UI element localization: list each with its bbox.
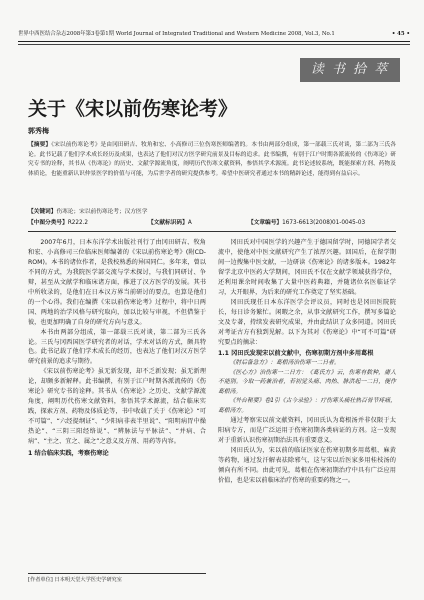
classification-line bbox=[28, 219, 396, 229]
doc-code-block bbox=[148, 219, 248, 229]
column-banner: 读 书 拾 萃 bbox=[300, 58, 400, 82]
body-paragraph: 冈田氏现任日本东洋医学会评议员，同时也是冈田医院院长，每日诊务繁忙。闲暇之余，从事文献研究工作，撰写多篇论文及专著，持续发表研究成果，并由此结识了众多同道。冈田氏对考证古方有独到见解。以下为其对《伤寒论》中“可不可篇”研究要点的摘录： bbox=[218, 298, 396, 346]
citation-quote: 《医心方》治伤寒一二日方：《葛氏方》云，伤寒有数种，庸人不能别。今取一药兼治者，若初觉头痛、肉热、脉洪起一二日，便作葛根汤。 bbox=[218, 369, 396, 395]
page-number: • 45 • bbox=[391, 31, 410, 37]
body-paragraph: 通过考察宋以前文献资料，冈田氏认为葛根汤并非仅限于太阳病专方，而是广泛运用于伤寒初期各类病证的方剂。这一发现对于重新认识伤寒初期治法具有重要意义。 bbox=[218, 417, 396, 445]
author-affiliation: [作者单位] 日本明天堂大学医史学研究室 bbox=[28, 573, 206, 583]
keywords-text: 伤寒论；宋以前伤寒论考；汉方医学 bbox=[56, 209, 148, 215]
clc-value: R222.2 bbox=[67, 220, 89, 226]
body-paragraph: 冈田氏认为，宋以前的临证医家在伤寒初期多用葛根、麻黄等药物，通过发汗解表祛除邪气，这与宋以后医家多用桂枝汤的倾向有所不同。由此可见，葛根在伤寒初期治疗中具有广泛应用价值，也是宋以前临床治疗伤寒的重要药物之一。 bbox=[218, 447, 396, 485]
body-paragraph: 冈田氏对中国医学的兴趣产生于德国留学时，同德国学者交流中，使他对中医文献研究产生了浓厚兴趣。回国后，在留学期间一边搜集中医文献，一边研读《伤寒论》的诸多版本。1982年留学北京中医药大学期间，冈田氏不仅在文献学领域获得学位，还利用课余时间收集了大量中医药典籍，并随诸位名医临证学习，大开眼界，为后来的研究工作奠定了坚实基础。 bbox=[218, 239, 396, 296]
citation-quote: 《外台秘要》卷1引《古今录验》：疗伤寒头痛壮热百骨节疼痛，葛根汤方。 bbox=[218, 398, 396, 414]
citation-quote: 《肘后备急方》：葛根汤治伤寒一二日者。 bbox=[229, 360, 340, 367]
running-header bbox=[18, 30, 410, 39]
clc-label: 【中图分类号】 bbox=[28, 220, 68, 226]
section-heading: 1 结合临床实践，考察伤寒论 bbox=[28, 450, 109, 458]
article-id-block bbox=[248, 219, 365, 229]
abstract-text: 《宋以前伤寒论考》是由冈田研吉、牧角和宏、小高修司三位伤寒医师编著的。本书由两部分组成，第一部载三氏对谈，第二部为三氏各论。此书记载了他们学术成长经历及成果，也表达了他们对汉方医学研究前景及目标的追求。此书编撰，有别于江户时期各派流传的《伤寒论》研究专书的诠释，其书从《伤寒论》的历史、文献学源流角度，阐明历代伤寒文献资料，参悟其学术源流。此书论述较系统，既能探索方剂、药物及体质论，也能重新认识仲景医学的价值与可能，为后世学者的研究提供参考。希望中医研究者通过本书的精辟论述，能得到有益启示。 bbox=[28, 142, 396, 177]
right-column bbox=[218, 238, 396, 486]
body-paragraph: 本书由两部分组成，第一部载三氏对谈，第二部为三氏各论。三氏与冈西国医学研究者的对话，学术对话的方式，颇具特色。此书记载了他们学术成长的经历，也表达了他们对汉方医学研究前景的追求与期待。 bbox=[28, 328, 206, 366]
keywords-line bbox=[28, 208, 396, 218]
header-rule-thin bbox=[18, 44, 410, 45]
keywords-label: 【关键词】 bbox=[28, 209, 57, 215]
body-paragraph: 2007年6月，日本东洋学术出版社刊行了由冈田研吉、牧角和宏、小高修司三位临床医师编著的《宋以前伤寒论考》(附CD-ROM)。本书的诸位作者，是我校熟悉的异国同仁。多年来，曾以不同的方式，为我院医学部交流与学术探讨，与我们同研讨、争辩，甚至从文献学和临床诸方面，推进了汉方医学的发展。其书中所收录的，是他们在日本汉方界当前研讨的要点，也算是他们的一个心得。我们在编撰《宋以前伤寒论考》过程中，将中日两国、两地的治学风格与研究取向，加以比较与审视，不但借鉴于彼，也更加明确了自身的研究方向与意义。 bbox=[28, 239, 206, 326]
article-id-value: 1673-6613(2008)01-0045-03 bbox=[282, 220, 366, 226]
abstract-divider bbox=[28, 231, 396, 232]
doc-code-label: 【文献标识码】 bbox=[148, 220, 188, 226]
left-column bbox=[28, 238, 206, 459]
doc-code-value: A bbox=[187, 220, 192, 226]
article-id-label: 【文章编号】 bbox=[248, 220, 283, 226]
running-header-journal: 世界中西医结合杂志2008年第3卷第1期 World Journal of Integrated Traditional and Western Medicine 2008, Vol.3, No.1 bbox=[18, 31, 335, 37]
header-rule bbox=[18, 41, 410, 42]
article-title: 关于《宋以前伤寒论考》 bbox=[28, 98, 238, 120]
subsection-heading: 1.1 冈田氏发现宋以前文献中，伤寒初期方剂中多用葛根 bbox=[218, 350, 374, 358]
abstract bbox=[28, 141, 396, 179]
abstract-label: 【摘要】 bbox=[28, 142, 52, 148]
clc-block bbox=[28, 219, 148, 229]
article-author: 郭秀梅 bbox=[28, 127, 49, 135]
body-paragraph: 《宋以前伤寒论考》虽无新发现，却不乏新发现；虽无新理论，却颇多新解释。此书编撰，有别于江户时期各派流传的《伤寒论》研究专书的诠释。其书从《伤寒论》之历史、文献学源流角度，阐明历代伤寒文献资料，参悟其学术源流，结合临床实践，探索方剂、药物及体质论等，书中收载了关于《伤寒论》“可不可篇”、“六经提纲证”、“少阳病非表半里说”、“阳明病胃中燥热论”、“三阴三阳经络说”、“辨脉法与平脉法”、“并病、合病”、“主之、宜之、属之”之意义及方剂、用药等内容。 bbox=[28, 368, 206, 446]
